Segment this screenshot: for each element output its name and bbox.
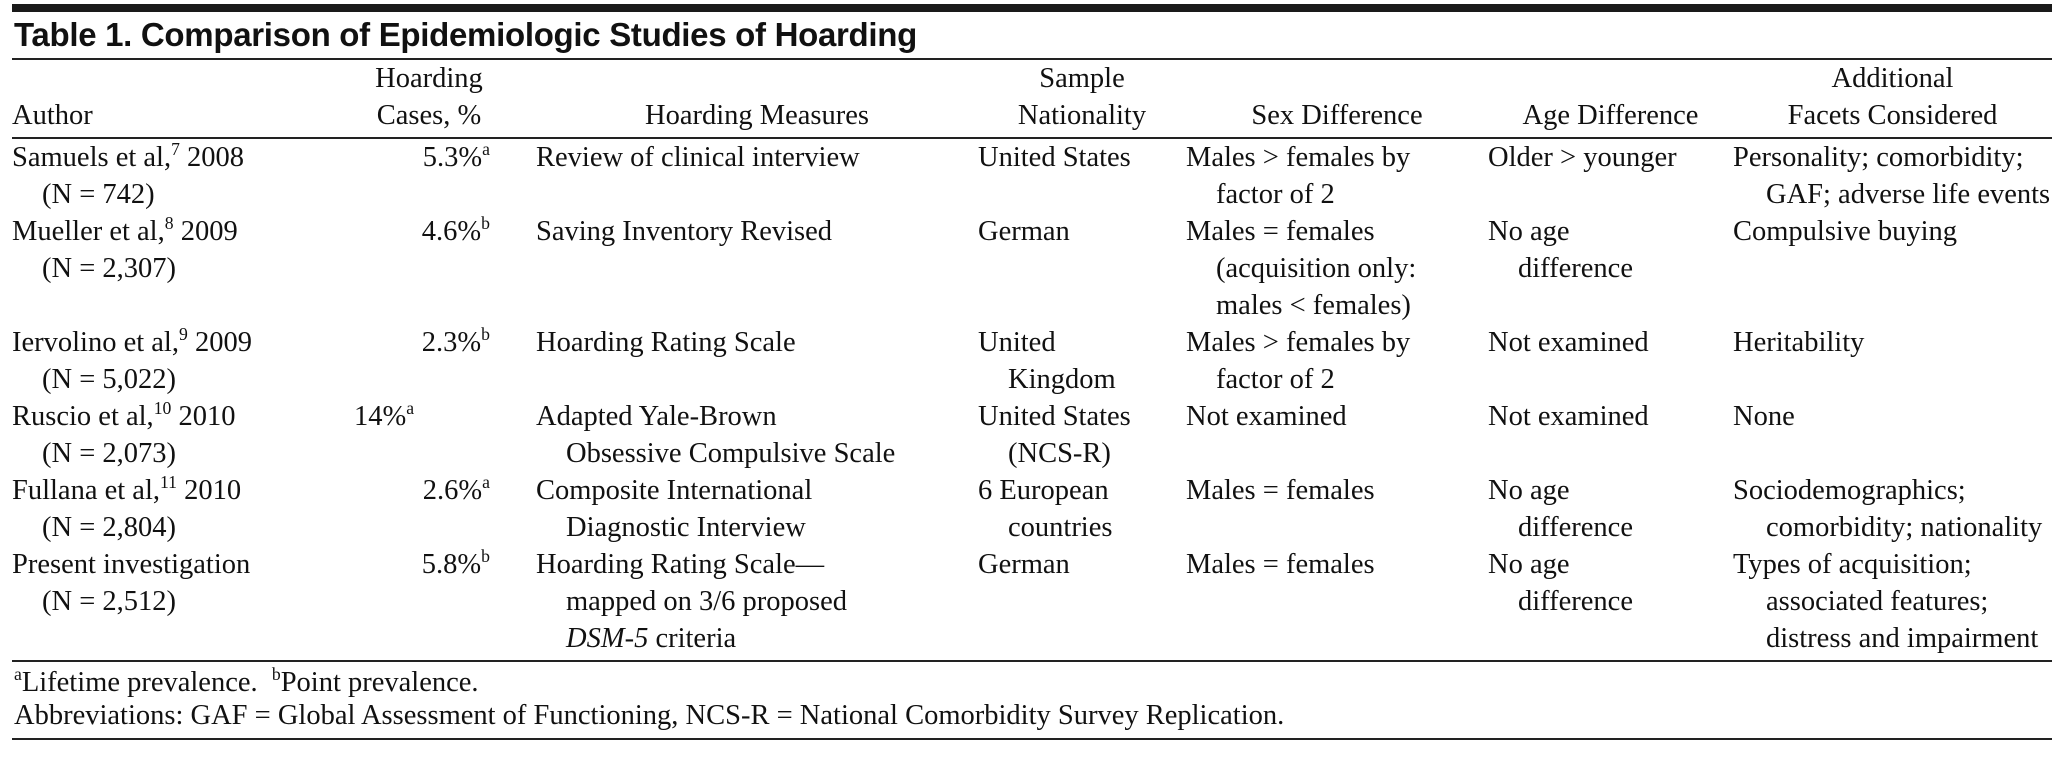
cell-additional: Sociodemographics; comorbidity; nationality (1733, 475, 2043, 543)
cell-author: Ruscio et al,$^{10}$ 2010 (N = 2,073) (12, 398, 236, 469)
table-row (12, 324, 2052, 398)
cell-author: Fullana et al,$^{11}$ 2010 (N = 2,804) (12, 472, 242, 543)
cell-measures: Hoarding Rating Scale (536, 327, 796, 358)
cell-additional: Compulsive buying (1733, 216, 1958, 247)
cell-age: No age difference (1488, 475, 1633, 543)
cell-age: Older > younger (1488, 142, 1677, 173)
cell-measures: Review of clinical interview (536, 142, 860, 173)
cell-cases: 2.6%$^a$ (422, 472, 490, 506)
table-row (12, 138, 2052, 213)
cell-author: Samuels et al,$^7$ 2008 (N = 742) (12, 139, 245, 210)
cell-measures: Hoarding Rating Scale— mapped on 3/6 proposed DSM-5 criteria (536, 549, 847, 654)
header-row (12, 60, 2052, 138)
header-additional: Additional Facets Considered (1733, 60, 2052, 138)
cell-nationality: United States (NCS-R) (978, 401, 1131, 469)
table-footnotes (12, 662, 2052, 732)
cell-measures: Composite International Diagnostic Interview (536, 475, 813, 543)
cell-additional: Types of acquisition; associated features; distress and impairment (1733, 549, 2039, 654)
table-row (12, 472, 2052, 546)
header-measures: Hoarding Measures (536, 60, 978, 138)
cell-measures: Adapted Yale-Brown Obsessive Compulsive Scale (536, 401, 896, 469)
cell-sex: Males = females (acquisition only: males < females) (1186, 216, 1417, 321)
header-author: Author (12, 60, 322, 138)
table-row (12, 398, 2052, 472)
table-title: Table 1. Comparison of Epidemiologic Studies of Hoarding (14, 16, 917, 53)
footnote-abbreviations: Abbreviations: GAF = Global Assessment of Functioning, NCS-R = National Comorbidity Survey Replication. (14, 700, 1285, 731)
studies-table (12, 60, 2052, 660)
cell-sex: Males > females by factor of 2 (1186, 327, 1411, 395)
top-rule (12, 4, 2052, 12)
table-figure (12, 4, 2052, 740)
header-sex: Sex Difference (1186, 60, 1488, 138)
footnote-prevalence: $^a$Lifetime prevalence. $^b$Point prevalence. (14, 664, 479, 698)
cell-nationality: German (978, 216, 1070, 247)
cell-nationality: German (978, 549, 1070, 580)
cell-cases: 5.8%$^b$ (421, 546, 490, 580)
cell-additional: None (1733, 401, 1795, 432)
cell-additional: Heritability (1733, 327, 1865, 358)
cell-age: Not examined (1488, 327, 1649, 358)
cell-additional: Personality; comorbidity; GAF; adverse life events (1733, 142, 2051, 210)
cell-author: Iervolino et al,$^9$ 2009 (N = 5,022) (12, 324, 252, 395)
cell-cases: 2.3%$^b$ (421, 324, 490, 358)
table-row (12, 546, 2052, 660)
cell-sex: Not examined (1186, 401, 1347, 432)
cell-age: No age difference (1488, 549, 1633, 617)
cell-cases: 14%$^a$ (354, 398, 415, 432)
cell-age: Not examined (1488, 401, 1649, 432)
cell-nationality: United States (978, 142, 1131, 173)
footer-rule (12, 738, 2052, 740)
cell-cases: 4.6%$^b$ (421, 213, 490, 247)
cell-nationality: 6 European countries (978, 475, 1113, 543)
cell-author: Mueller et al,$^8$ 2009 (N = 2,307) (12, 213, 238, 284)
cell-author: Present investigation (N = 2,512) (12, 549, 251, 617)
cell-cases: 5.3%$^a$ (422, 139, 490, 173)
cell-sex: Males = females (1186, 549, 1375, 580)
header-nationality: Sample Nationality (978, 60, 1186, 138)
header-cases: Hoarding Cases, % (322, 60, 536, 138)
cell-sex: Males > females by factor of 2 (1186, 142, 1411, 210)
cell-measures: Saving Inventory Revised (536, 216, 833, 247)
cell-age: No age difference (1488, 216, 1633, 284)
cell-nationality: United Kingdom (978, 327, 1116, 395)
header-age: Age Difference (1488, 60, 1733, 138)
table-row (12, 213, 2052, 324)
cell-sex: Males = females (1186, 475, 1375, 506)
